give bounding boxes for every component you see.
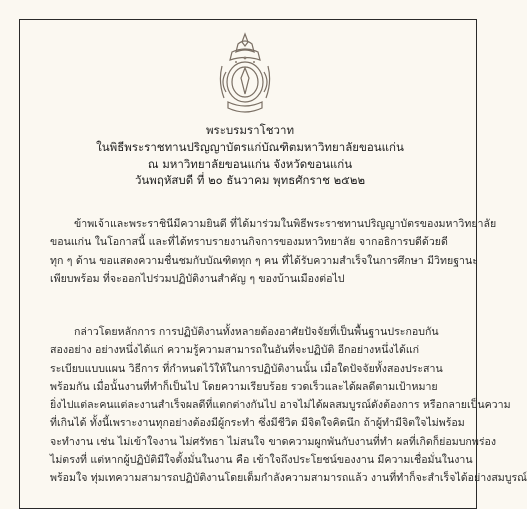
- university-seal-icon: [214, 32, 276, 118]
- paragraph-line: ยิ่งไปแต่ละคนแต่ละงานสำเร็จผลดีที่แตกต่างกันไป อาจไม่ได้ผลสมบูรณ์ดังต้องการ หรือกลายเป็นความ: [50, 399, 511, 412]
- heading-occasion: ในพิธีพระราชทานปริญญาบัตรแก่บัณฑิตมหาวิทยาลัยขอนแก่น: [96, 140, 404, 154]
- heading-date: วันพฤหัสบดี ที่ ๒๐ ธันวาคม พุทธศักราช ๒๕๒๒: [134, 173, 366, 187]
- heading-title: พระบรมราโชวาท: [205, 123, 295, 137]
- paragraph-line: กล่าวโดยหลักการ การปฏิบัติงานทั้งหลายต้องอาศัยปัจจัยที่เป็นพื้นฐานประกอบกัน: [74, 326, 439, 338]
- paragraph-line: จะทำงาน เช่น ไม่เข้าใจงาน ไม่ศรัทธา ไม่สนใจ ขาดความผูกพันกับงานที่ทำ ผลที่เกิดก็ย่อมบกพร่อง: [50, 435, 497, 448]
- heading-venue: ณ มหาวิทยาลัยขอนแก่น จังหวัดขอนแก่น: [147, 157, 353, 171]
- paragraph-line: พร้อมกัน เมื่อนั้นงานที่ทำก็เป็นไป โดยความเรียบร้อย รวดเร็วและได้ผลดีตามเป้าหมาย: [50, 380, 438, 393]
- paragraph-line: ขอนแก่น ในโอกาสนี้ และที่ได้ทราบรายงานกิจการของมหาวิทยาลัย จากอธิการบดีด้วยดี: [50, 236, 448, 249]
- paragraph-line: ทุก ๆ ด้าน ขอแสดงความชื่นชมกับบัณฑิตทุก ๆ คน ที่ได้รับความสำเร็จในการศึกษา มีวิทยฐานะ: [50, 254, 478, 267]
- paragraph-line: เพียบพร้อม ที่จะออกไปร่วมปฏิบัติงานสำคัญ ๆ ของบ้านเมืองต่อไป: [50, 272, 345, 285]
- paragraph-1: [50, 215, 497, 288]
- paragraph-line: พร้อมใจ ทุ่มเทความสามารถปฏิบัติงานโดยเต็มกำลังความสามารถแล้ว งานที่ทำก็จะสำเร็จได้อย่างสมบูรณ์: [50, 472, 527, 485]
- paragraph-line: ไม่ตรงที่ แต่หากผู้ปฏิบัติมีใจตั้งมั่นในงาน คือ เข้าใจถึงประโยชน์ของงาน มีความเชื่อมั่นในงาน: [50, 454, 473, 467]
- paragraph-line: ที่เกินได้ ทั้งนี้เพราะงานทุกอย่างต้องมีผู้กระทำ ซึ่งมีชีวิต มีจิตใจคิดนึก ถ้าผู้ทำมีจิตใจไม่พร้อม: [50, 417, 465, 430]
- paragraph-line: ข้าพเจ้าและพระราชินีมีความยินดี ที่ได้มาร่วมในพิธีพระราชทานปริญญาบัตรของมหาวิทยาลัย: [74, 218, 497, 230]
- paragraph-line: ระเบียบแบบแผน วิธีการ ที่กำหนดไว้ให้ในการปฏิบัติงานนั้น เมื่อใดปัจจัยทั้งสองประสาน: [50, 362, 443, 375]
- paragraph-line: สองอย่าง อย่างหนึ่งได้แก่ ความรู้ความสามารถในอันที่จะปฏิบัติ อีกอย่างหนึ่งได้แก่: [50, 344, 420, 357]
- paragraph-2: [50, 323, 527, 488]
